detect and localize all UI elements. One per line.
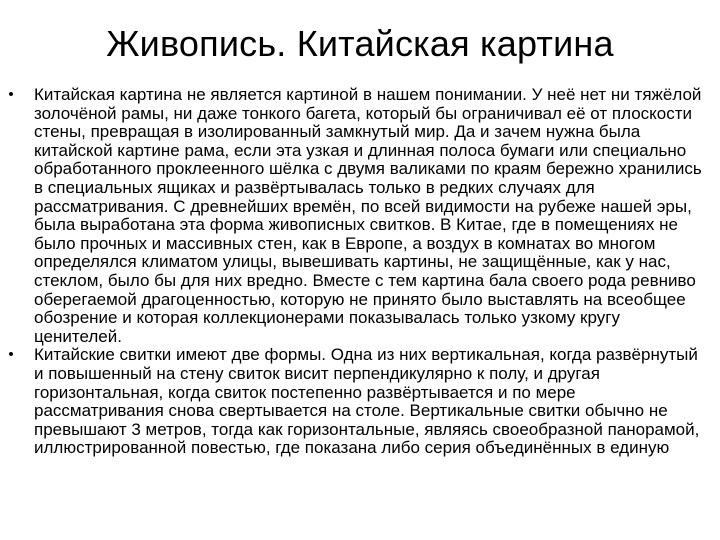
bullet-text: Китайские свитки имеют две формы. Одна из них вертикальная, когда развёрнутый и повышенный на стену свиток висит перпендикулярно к полу, и другая горизонтальная, когда свиток постепенно развёртывается и по мере рассматривания снова свертывается на столе. Вертикальные свитки обычно не превышают 3 метров, тогда как горизонтальные, являясь своеобразной панорамой, иллюстрированной повестью, где показана либо серия объединённых в единую (34, 345, 700, 458)
bullet-dot-icon: • (8, 346, 14, 364)
bullet-item (0, 86, 708, 346)
bullet-item (0, 346, 708, 458)
bullet-list (0, 86, 720, 458)
bullet-dot-icon: • (8, 86, 14, 103)
slide-title: Живопись. Китайская картина (106, 23, 614, 64)
bullet-text: Китайская картина не является картиной в нашем понимании. У неё нет ни тяжёлой золочёной рамы, ни даже тонкого багета, который бы ограничивал её от плоскости стены, превращая в изолированный замкнутый мир. Да и зачем нужна была китайской картине рама, если эта узкая и длинная полоса бумаги или специально обработанного проклеенного шёлка с двумя валиками по краям бережно хранились в специальных ящиках и развёртывалась только в редких случаях для рассматривания. С древнейших времён, по всей видимости на рубеже нашей эры, была выработана эта форма живописных свитков. В Китае, где в помещениях не было прочных и массивных стен, как в Европе, а воздух в комнатах во многом определялся климатом улицы, вывешивать картины, не защищённые, как у нас, стеклом, было бы для них вредно. Вместе с тем картина бала своего рода ревниво оберегаемой драгоценностью, которую не принято было выставлять на всеобщее обозрение и которая коллекционерами показывалась только узкому кругу ценителей. (34, 85, 702, 346)
